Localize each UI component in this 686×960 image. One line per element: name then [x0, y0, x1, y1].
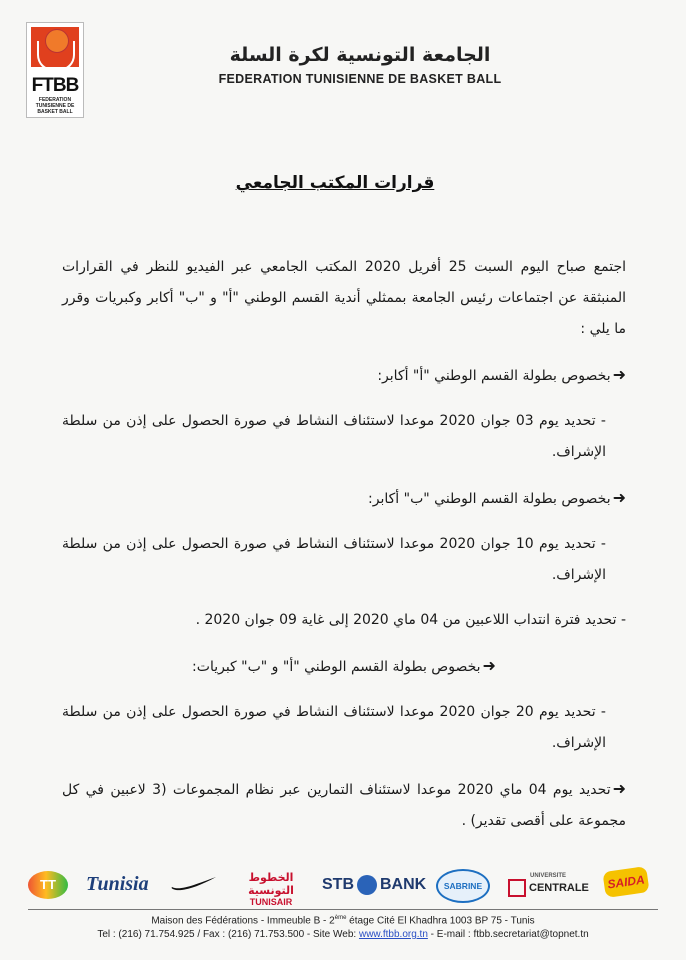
- decision-item: - تحديد يوم 10 جوان 2020 موعدا لاستئناف النشاط في صورة الحصول على إذن من سلطة الإشراف.: [62, 536, 606, 583]
- saida-logo: SAIDA: [602, 866, 649, 898]
- arrow-icon: ➜: [612, 488, 626, 507]
- section-heading-b-seniors: ➜بخصوص بطولة القسم الوطني "ب" أكابر:: [368, 488, 626, 507]
- logo-acronym: FTBB: [31, 75, 79, 96]
- nike-swoosh-icon: [170, 875, 218, 891]
- footer-divider: [28, 909, 658, 910]
- stb-emblem-icon: [357, 875, 377, 895]
- document-body: [62, 252, 626, 837]
- footer-address: Maison des Fédérations - Immeuble B - 2ème étage Cité El Khadhra 1003 BP 75 - Tunis: [151, 915, 535, 927]
- universite-centrale-logo: UNIVERSITE CENTRALE: [508, 873, 589, 897]
- footer-email: - E-mail : ftbb.secretariat@topnet.tn: [430, 929, 589, 940]
- document-title: قرارات المكتب الجامعي: [235, 173, 435, 193]
- decision-item: - تحديد فترة انتداب اللاعبين من 04 ماي 2020 إلى غاية 09 جوان 2020 .: [195, 612, 626, 628]
- intro-paragraph: اجتمع صباح اليوم السبت 25 أفريل 2020 المكتب الجامعي عبر الفيديو للنظر في القرارات المنبثقة عن اجتماعات رئيس الجامعة بممثلي أندية القسم الوطني "أ" و "ب" أكابر وكبريات وقرر ما يلي :: [62, 259, 626, 337]
- logo-subtitle: FEDERATION TUNISIENNE DE BASKET BALL: [35, 97, 75, 115]
- tunisia-logo: Tunisia: [86, 873, 149, 895]
- org-name-french: FEDERATION TUNISIENNE DE BASKET BALL: [218, 72, 502, 86]
- footer-site-label: - Site Web:: [306, 929, 357, 940]
- section-heading-women: ➜بخصوص بطولة القسم الوطني "أ" و "ب" كبريات:: [192, 656, 496, 675]
- org-name-arabic: الجامعة التونسية لكرة السلة: [229, 44, 491, 66]
- footer-tel: Tel : (216) 71.754.925: [97, 929, 195, 940]
- tunisair-logo: الخطوط التونسية TUNISAIR: [248, 871, 294, 907]
- final-decision: ➜تحديد يوم 04 ماي 2020 موعدا لاستئناف التمارين عبر نظام المجموعات (3 لاعبين في كل مجموعة على أقصى تقدير) .: [62, 779, 626, 829]
- player-figure-icon: [37, 41, 75, 71]
- decision-item: - تحديد يوم 20 جوان 2020 موعدا لاستئناف النشاط في صورة الحصول على إذن من سلطة الإشراف.: [62, 704, 606, 751]
- section-heading-a-seniors: ➜بخصوص بطولة القسم الوطني "أ" أكابر:: [377, 365, 626, 384]
- decision-item: - تحديد يوم 03 جوان 2020 موعدا لاستئناف النشاط في صورة الحصول على إذن من سلطة الإشراف.: [62, 413, 606, 460]
- centrale-emblem-icon: [508, 879, 526, 897]
- ftbb-logo: [26, 22, 84, 118]
- sponsor-logos: [20, 865, 666, 905]
- arrow-icon: ➜: [612, 365, 626, 384]
- footer-fax: / Fax : (216) 71.753.500: [197, 929, 305, 940]
- arrow-icon: ➜: [612, 779, 626, 798]
- sabrine-logo: SABRINE: [436, 869, 490, 903]
- tunisie-telecom-logo: TT: [28, 871, 68, 899]
- footer-contact: [0, 929, 686, 940]
- website-link[interactable]: www.ftbb.org.tn: [358, 929, 428, 940]
- arrow-icon: ➜: [482, 656, 496, 675]
- stb-bank-logo: STB BANK: [322, 876, 427, 894]
